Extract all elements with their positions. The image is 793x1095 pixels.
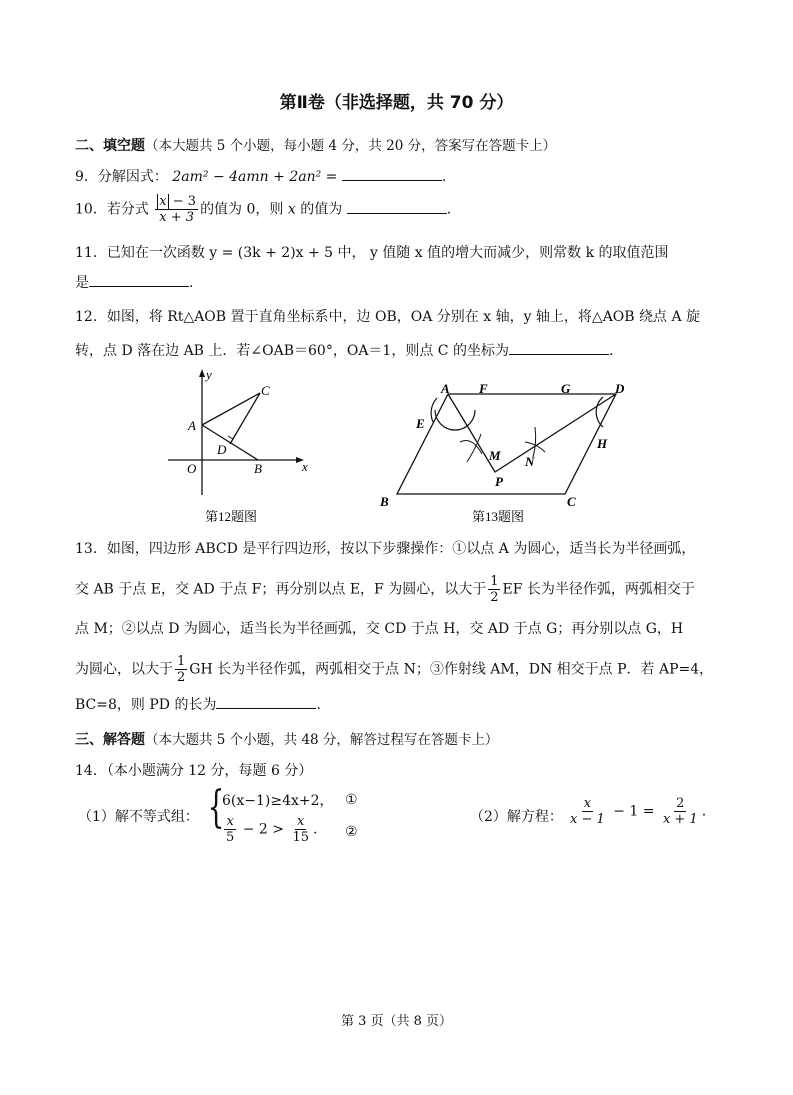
fig13-parallelogram [397, 394, 616, 494]
question-12-line-1: 12．如图，将 Rt△AOB 置于直角坐标系中，边 OB，OA 分别在 x 轴，y 轴上，将△AOB 绕点 A 旋 [75, 309, 701, 325]
q9-number: 9． [75, 169, 98, 185]
fig13-label-e: E [416, 416, 425, 431]
question-11-line-2: 是 . [75, 275, 194, 291]
section-3-label: 三、解答题 [75, 732, 145, 748]
q14-part-2-label: （2）解方程： [470, 809, 563, 825]
question-10: 10．若分式 $\frac{x - 3}{x + 3}$ 的值为 0，则 x 的值为 . [75, 194, 452, 225]
fig12-caption: 第12题图 [205, 509, 258, 524]
q10-pre: 若分式 [106, 201, 149, 218]
question-13-line-5: BC=8，则 PD 的长为 . [75, 697, 321, 713]
figure-12 [160, 365, 310, 530]
q14-mark-1: ① [345, 792, 358, 808]
q14-inequality-2: $\frac{x}{5}$ − 2 > $\frac{x}{15}$ . [226, 814, 318, 845]
section-2-header [75, 134, 556, 155]
question-13-line-2: 交 AB 于点 E，交 AD 于点 F；再分别以点 E，F 为圆心，以大于 $\frac{1}{2}$ EF 长为半径作弧，两弧相交于 [75, 574, 695, 605]
fig13-label-m: M [489, 448, 501, 463]
fig13-label-g: G [561, 381, 571, 396]
question-13-line-3: 点 M；②以点 D 为圆心，适当长为半径画弧，交 CD 于点 H，交 AD 于点 G；再分别以点 G，H [75, 621, 684, 637]
q14-equation: $\frac{x}{x - 1}$ − 1 = $\frac{2}{x + 1}$ . [570, 796, 707, 827]
question-11-line-1: 11．已知在一次函数 y = (3k + 2)x + 5 中， y 值随 x 值的增大而减少，则常数 k 的取值范围 [75, 245, 669, 261]
fig13-label-c: C [567, 494, 576, 509]
fig12-label-d: D [217, 442, 227, 457]
q10-number: 10． [75, 201, 107, 218]
page-title: 第Ⅱ卷（非选择题，共 70 分） [279, 93, 514, 113]
fig13-label-p: P [495, 474, 503, 489]
q14-inequality-1: 6(x−1)≥4x+2， [222, 793, 334, 809]
q9-text: 分解因式： [97, 169, 168, 185]
fig13-caption: 第13题图 [472, 509, 525, 524]
question-13-line-4: 为圆心，以大于 $\frac{1}{2}$ GH 长为半径作弧，两弧相交于点 N；③作射线 AM，DN 相交于点 P．若 AP=4， [75, 654, 714, 685]
figure-13 [375, 372, 635, 530]
section-3-header [75, 728, 498, 749]
q10-answer-blank [347, 201, 447, 214]
fig12-label-x: x [302, 459, 308, 474]
fig13-label-h: H [597, 436, 608, 451]
fig13-label-a: A [441, 381, 450, 396]
fig12-label-o: O [187, 461, 197, 476]
section-3-desc: （本大题共 5 个小题，共 48 分，解答过程写在答题卡上） [145, 732, 499, 748]
question-12-line-2: 转，点 D 落在边 AB 上．若∠OAB＝60°，OA＝1，则点 C 的坐标为 . [75, 343, 614, 359]
section-2-label: 二、填空题 [75, 138, 145, 154]
question-14-head: 14．（本小题满分 12 分，每题 6 分） [75, 763, 313, 779]
q14-part-1-label: （1）解不等式组： [78, 809, 199, 825]
q11-answer-blank [89, 274, 189, 287]
q13-half-1: $\frac{1}{2}$ [490, 574, 499, 605]
q10-post: 的值为 0，则 [200, 201, 288, 218]
fig13-label-f: F [479, 381, 488, 396]
fig12-label-c: C [261, 383, 270, 398]
q13-half-2: $\frac{1}{2}$ [177, 654, 186, 685]
fig12-label-y: y [206, 367, 212, 382]
q9-answer-blank [342, 168, 442, 181]
fig12-label-a: A [188, 418, 196, 433]
page-footer: 第 3 页（共 8 页） [340, 1014, 453, 1029]
fig13-label-n: N [525, 454, 535, 469]
section-2-desc: （本大题共 5 个小题，每小题 4 分，共 20 分，答案写在答题卡上） [145, 138, 557, 154]
q14-brace: { [207, 782, 225, 833]
q13-answer-blank [216, 696, 316, 709]
question-13-line-1: 13．如图，四边形 ABCD 是平行四边形，按以下步骤操作：①以点 A 为圆心，适当长为半径画弧， [75, 541, 696, 557]
fig13-label-d: D [615, 381, 625, 396]
question-9: 9．分解因式： 2am² − 4amn + 2an² = . [75, 169, 447, 185]
fig12-label-b: B [254, 461, 262, 476]
q14-mark-2: ② [345, 824, 358, 840]
q10-fraction: $\frac{x - 3}{x + 3}$ [155, 194, 198, 225]
fig13-label-b: B [380, 494, 389, 509]
q12-answer-blank [509, 342, 609, 355]
q9-expression: 2am² − 4amn + 2an² = [172, 169, 338, 185]
